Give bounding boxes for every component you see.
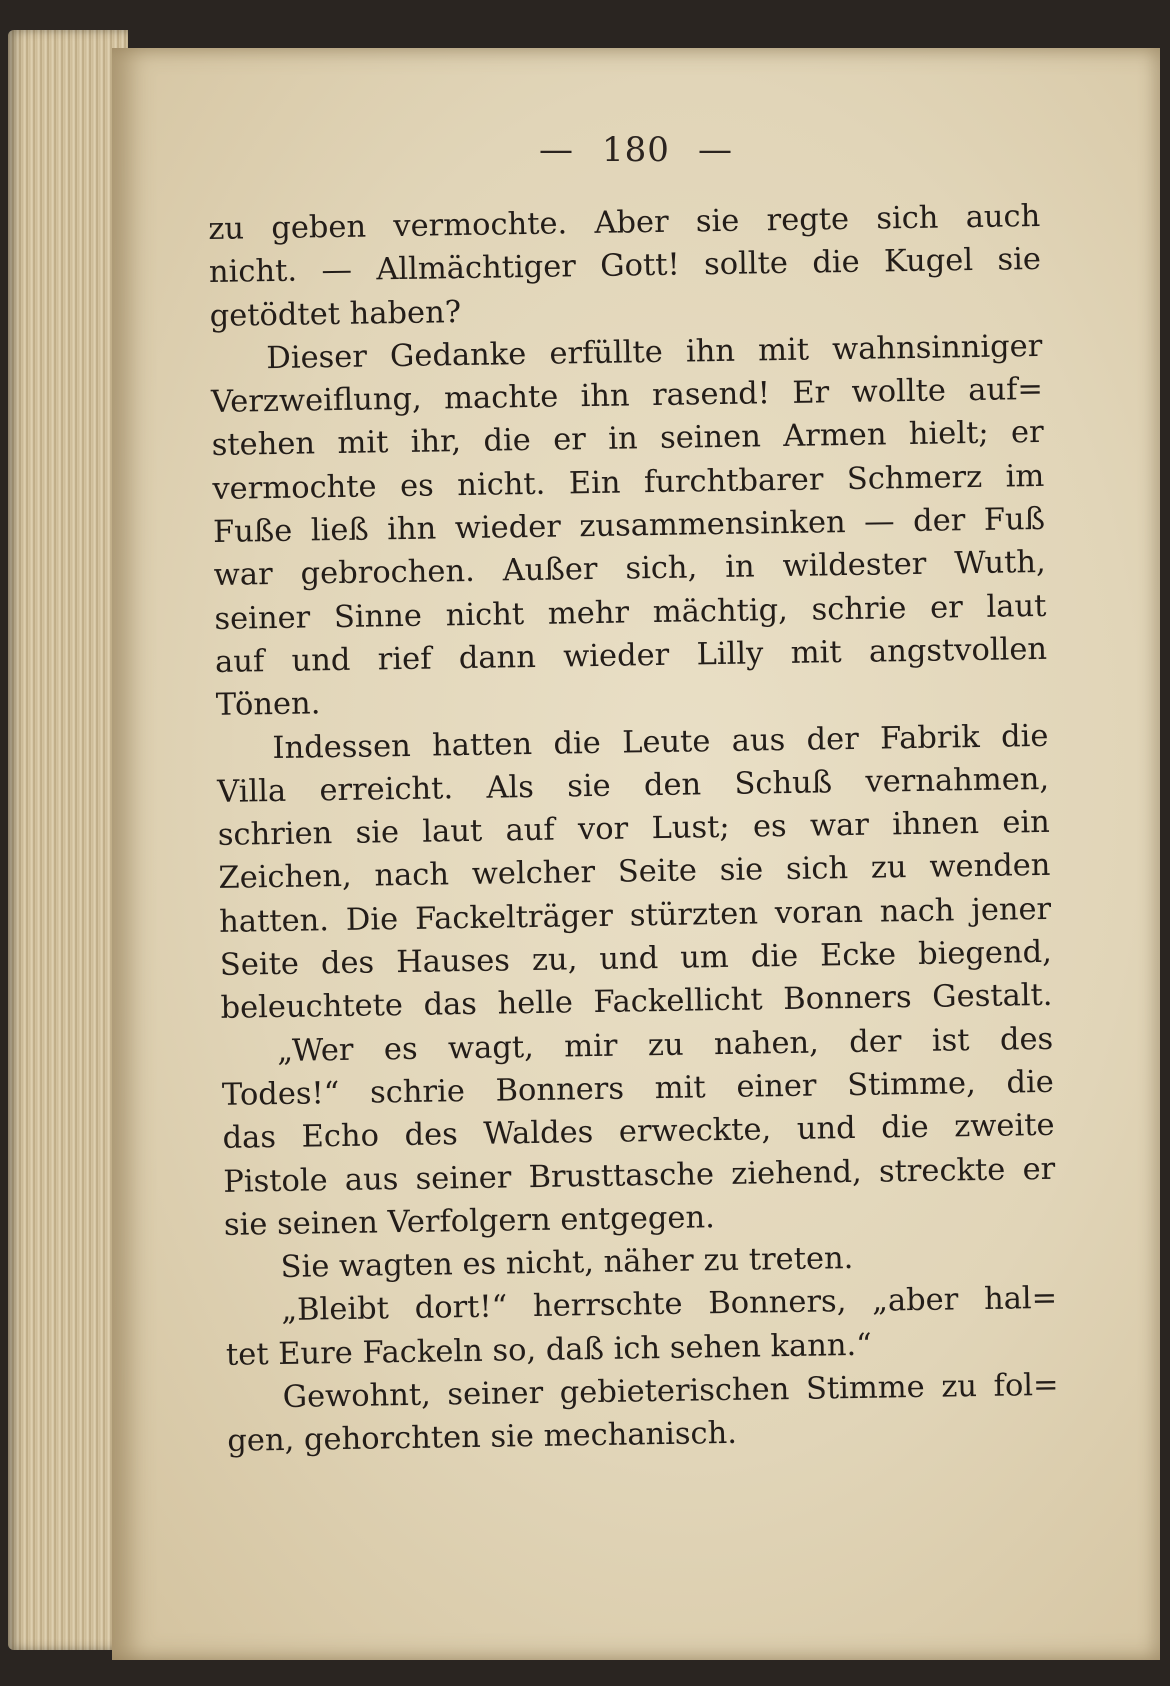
text-line: Fuße ließ ihn wieder zusammensinken — der Fuß: [212, 501, 1046, 551]
text-line: Tönen.: [215, 686, 321, 724]
text-line: beleuchtete das helle Fackellicht Bonners Gestalt.: [220, 978, 1053, 1027]
text-line: Seite des Hauses zu, und um die Ecke biegend,: [219, 934, 1053, 983]
text-line: Zeichen, nach welcher Seite sie sich zu wenden: [218, 848, 1051, 897]
text-line: schrien sie laut auf vor Lust; es war ihnen ein: [217, 805, 1051, 854]
body-text: [208, 195, 1060, 1464]
text-line: Dieser Gedanke erfüllte ihn mit wahnsinniger: [266, 328, 1043, 376]
book-page: [112, 48, 1160, 1660]
text-line: „Wer es wagt, mir zu nahen, der ist des: [276, 1021, 1054, 1069]
page-header: [112, 130, 1160, 170]
text-line: Verzweiflung, machte ihn rasend! Er wollte auf=: [210, 372, 1044, 421]
text-line: sie seinen Verfolgern entgegen.: [223, 1199, 716, 1243]
text-line: tet Eure Fackeln so, daß ich sehen kann.“: [225, 1327, 873, 1373]
text-line: auf und rief dann wieder Lilly mit angstvollen: [214, 631, 1048, 680]
text-line: getödtet haben?: [209, 294, 462, 334]
page-edges: [8, 30, 128, 1650]
text-line: das Echo des Waldes erweckte, und die zweite: [222, 1108, 1055, 1157]
text-line: Sie wagten es nicht, näher zu treten.: [280, 1241, 854, 1286]
text-line: Gewohnt, seiner gebieterischen Stimme zu fol=: [282, 1367, 1059, 1415]
text-line: hatten. Die Fackelträger stürzten voran nach jener: [218, 891, 1052, 940]
header-dash-left: —: [539, 130, 575, 170]
text-line: zu geben vermochte. Aber sie regte sich auch: [208, 198, 1041, 247]
page-number: 180: [602, 130, 670, 170]
text-line: stehen mit ihr, die er in seinen Armen hielt; er: [211, 415, 1044, 464]
text-line: gen, gehorchten sie mechanisch.: [227, 1416, 738, 1460]
header-dash-right: —: [697, 130, 733, 170]
text-line: Todes!“ schrie Bonners mit einer Stimme, die: [221, 1064, 1055, 1113]
text-line: Indessen hatten die Leute aus der Fabrik die: [272, 718, 1049, 766]
text-line: vermochte es nicht. Ein furchtbarer Schmerz im: [212, 458, 1045, 507]
text-line: „Bleibt dort!“ herrschte Bonners, „aber hal=: [281, 1281, 1058, 1329]
text-line: nicht. — Allmächtiger Gott! sollte die Kugel sie: [208, 242, 1042, 291]
text-line: Villa erreicht. Als sie den Schuß vernahmen,: [216, 761, 1050, 810]
text-line: Pistole aus seiner Brusttasche ziehend, streckte er: [223, 1151, 1056, 1200]
text-line: war gebrochen. Außer sich, in wildester Wuth,: [213, 545, 1046, 594]
text-line: seiner Sinne nicht mehr mächtig, schrie er laut: [214, 588, 1047, 637]
